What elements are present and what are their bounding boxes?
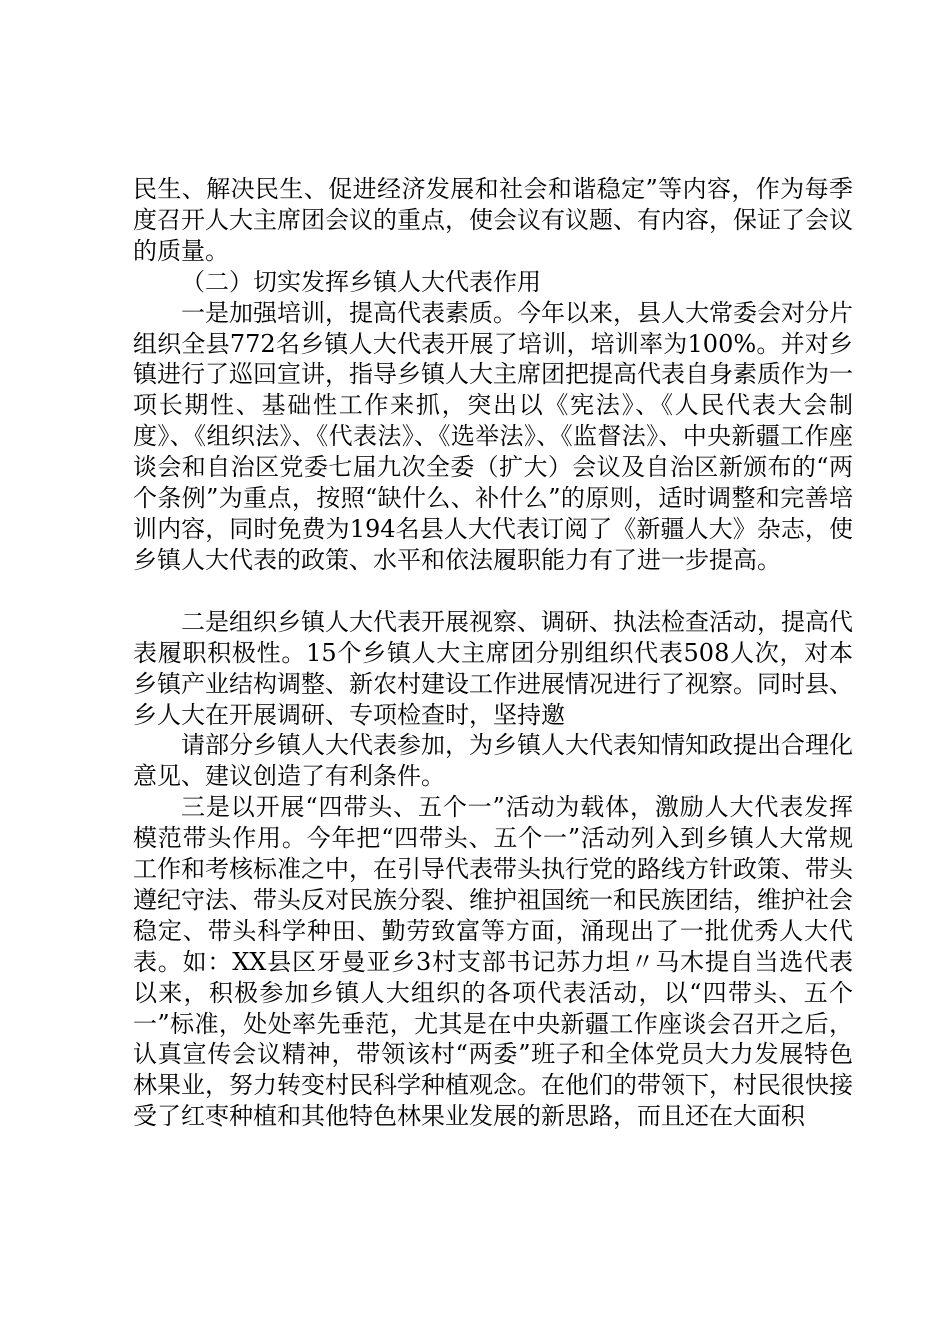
section-heading: （二）切实发挥乡镇人大代表作用 bbox=[181, 267, 541, 296]
paragraph-invitation: 请部分乡镇人大代表参加，为乡镇人大代表知情知政提出合理化意见、建议创造了有利条件。 bbox=[133, 731, 853, 791]
paragraph-inspection: 二是组织乡镇人大代表开展视察、调研、执法检查活动，提高代表履职积极性。15个乡镇人大主席团分别组织代表508人次，对本乡镇产业结构调整、新农村建设工作进展情况进行了视察。同时县、乡人大在开展调研、专项检查时，坚持邀 bbox=[133, 607, 853, 729]
paragraph-continuation: 民生、解决民生、促进经济发展和社会和谐稳定”等内容，作为每季度召开人大主席团会议的重点，使会议有议题、有内容，保证了会议的质量。 bbox=[133, 175, 853, 265]
paragraph-role-model: 三是以开展“四带头、五个一”活动为载体，激励人大代表发挥模范带头作用。今年把“四带头、五个一”活动列入到乡镇人大常规工作和考核标准之中，在引导代表带头执行党的路线方针政策、带头遵纪守法、带头反对民族分裂、维护祖国统一和民族团结，维护社会稳定、带头科学种田、勤劳致富等方面，涌现出了一批优秀人大代表。如：XX县区牙曼亚乡3村支部书记苏力坦〃马木提自当选代表以来，积极参加乡镇人大组织的各项代表活动，以“四带头、五个一”标准，处处率先垂范，尤其是在中央新疆工作座谈会召开之后，认真宣传会议精神，带领该村“两委”班子和全体党员大力发展特色林果业，努力转变村民科学种植观念。在他们的带领下，村民很快接受了红枣种植和其他特色林果业发展的新思路，而且还在大面积 bbox=[133, 793, 853, 1131]
paragraph-training: 一是加强培训，提高代表素质。今年以来，县人大常委会对分片组织全县772名乡镇人大代表开展了培训，培训率为100%。并对乡镇进行了巡回宣讲，指导乡镇人大主席团把提高代表自身素质作为一项长期性、基础性工作来抓，突出以《宪法》、《人民代表大会制度》、《组织法》、《代表法》、《选举法》、《监督法》、中央新疆工作座谈会和自治区党委七届九次全委（扩大）会议及自治区新颁布的“两个条例”为重点，按照“缺什么、补什么”的原则，适时调整和完善培训内容，同时免费为194名县人大代表订阅了《新疆人大》杂志，使乡镇人大代表的政策、水平和依法履职能力有了进一步提高。 bbox=[133, 298, 853, 574]
paragraph-spacer bbox=[133, 576, 853, 607]
document-page bbox=[133, 174, 853, 1132]
